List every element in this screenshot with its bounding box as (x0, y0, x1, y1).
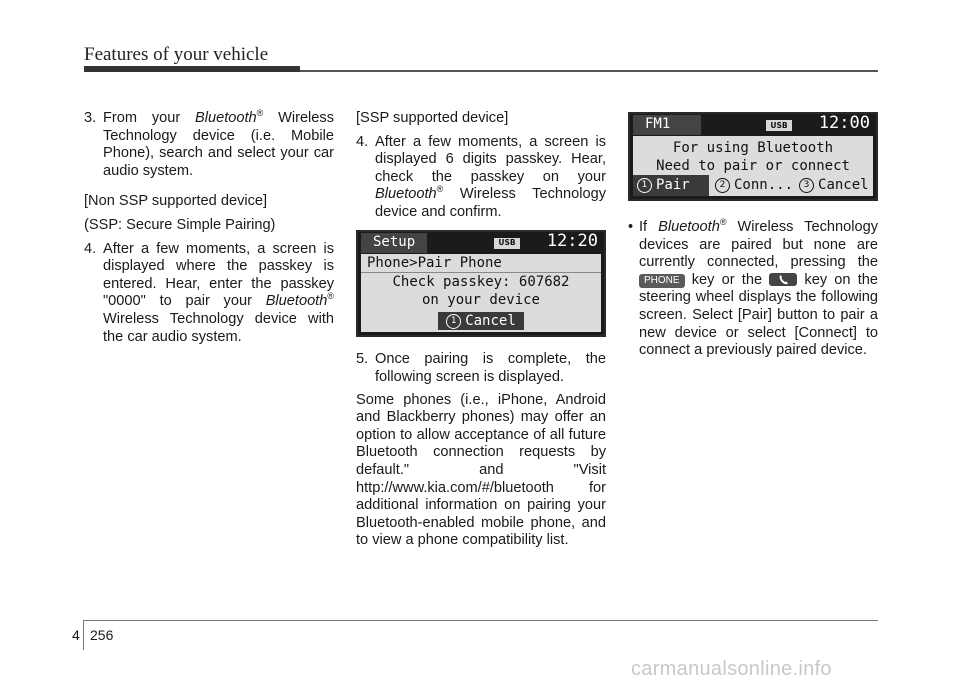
screen-message-line-2: Need to pair or connect (656, 158, 850, 174)
button-number-icon: 3 (799, 178, 814, 193)
screen-mode-tag: Setup (361, 233, 427, 253)
screen-cancel-button[interactable]: 1 Cancel (438, 312, 524, 330)
header-rule-thin (300, 70, 878, 72)
call-key-icon (769, 273, 797, 286)
screen-cancel-button[interactable]: 3 Cancel (799, 177, 869, 195)
registered-mark: ® (436, 184, 444, 195)
step-number: 3. (84, 110, 97, 126)
step-3: 3. From your Bluetooth® Wireless Technology device (i.e. Mobile Phone), search and select your car audio system. (84, 108, 335, 179)
header-rule-thick (84, 66, 300, 72)
non-ssp-heading: [Non SSP supported device] (84, 193, 268, 210)
column-1 (84, 110, 334, 346)
screen-message-line-2: on your device (421, 291, 540, 308)
usb-icon: USB (766, 120, 792, 131)
ssp-definition: (SSP: Secure Simple Pairing) (84, 216, 276, 233)
footer-divider (83, 620, 84, 650)
brand-name: Bluetooth (265, 293, 328, 310)
button-number-icon: 1 (446, 314, 461, 329)
usb-icon: USB (494, 238, 520, 249)
page-number: 256 (90, 627, 114, 643)
step-5: 5. Once pairing is complete, the following screen is displayed. (356, 351, 606, 385)
footer-rule (84, 620, 878, 621)
bullet-paired-not-connected: • If Bluetooth® Wireless Technology devices are paired but none are currently connected, pressing the PHONE key or the key on the steering wheel displays the following screen. Select [Pair] button to pair a new device or select [Connect] to connect a previously paired device. (628, 217, 879, 359)
registered-mark: ® (719, 217, 727, 228)
pair-connect-screen (628, 112, 878, 201)
step-4-ssp: 4. After a few moments, a screen is displayed 6 digits passkey. Hear, check the passkey on your Bluetooth® Wireless Technology device and confirm. (356, 133, 606, 220)
screen-connect-button[interactable]: 2 Conn... (715, 177, 793, 195)
column-3 (628, 112, 878, 360)
site-watermark: carmanualsonline.info (631, 658, 832, 680)
step-number: 4. (84, 240, 97, 257)
button-number-icon: 2 (715, 178, 730, 193)
phone-key-icon: PHONE (639, 274, 685, 288)
screen-breadcrumb: Phone>Pair Phone (361, 254, 601, 273)
brand-name: Bluetooth (375, 186, 437, 203)
screen-content (361, 254, 601, 333)
step-4-non-ssp: 4. After a few moments, a screen is displayed where the passkey is entered. Hear, enter the passkey "0000" to pair your Bluetooth® Wireless Technology device with the car audio system. (84, 240, 334, 345)
step-number: 5. (356, 351, 369, 368)
screen-message-line-1: Check passkey: 607682 (392, 273, 570, 290)
column-2 (356, 110, 606, 550)
page-title: Features of your vehicle (84, 44, 269, 65)
screen-clock: 12:00 (818, 113, 870, 133)
step-number: 4. (356, 133, 369, 150)
passkey-screen (356, 230, 606, 338)
registered-mark: ® (327, 291, 334, 302)
screen-content (633, 136, 873, 196)
bullet-mark: • (628, 219, 634, 235)
screen-button-row (633, 175, 873, 196)
brand-name: Bluetooth (658, 219, 720, 235)
chapter-number: 4 (72, 627, 80, 643)
screen-mode-tag: FM1 (633, 115, 701, 135)
compatibility-note: Some phones (i.e., iPhone, Android and Blackberry phones) may offer an option to allow acceptance of all future Bluetooth connection requests by default." and "Visit http://www.kia.com/#/bluetooth for additional information on pairing your Bluetooth-enabled mobile phone, and to view a phone compatibility list. (356, 391, 606, 549)
screen-status-bar (630, 114, 876, 136)
registered-mark: ® (256, 108, 264, 119)
screen-message-line-1: For using Bluetooth (672, 140, 834, 156)
screen-status-bar (358, 232, 604, 254)
brand-name: Bluetooth (194, 110, 257, 126)
screen-pair-button[interactable]: 1 Pair (633, 175, 709, 196)
ssp-heading: [SSP supported device] (356, 110, 509, 126)
screen-clock: 12:20 (546, 230, 598, 251)
button-number-icon: 1 (637, 178, 652, 193)
